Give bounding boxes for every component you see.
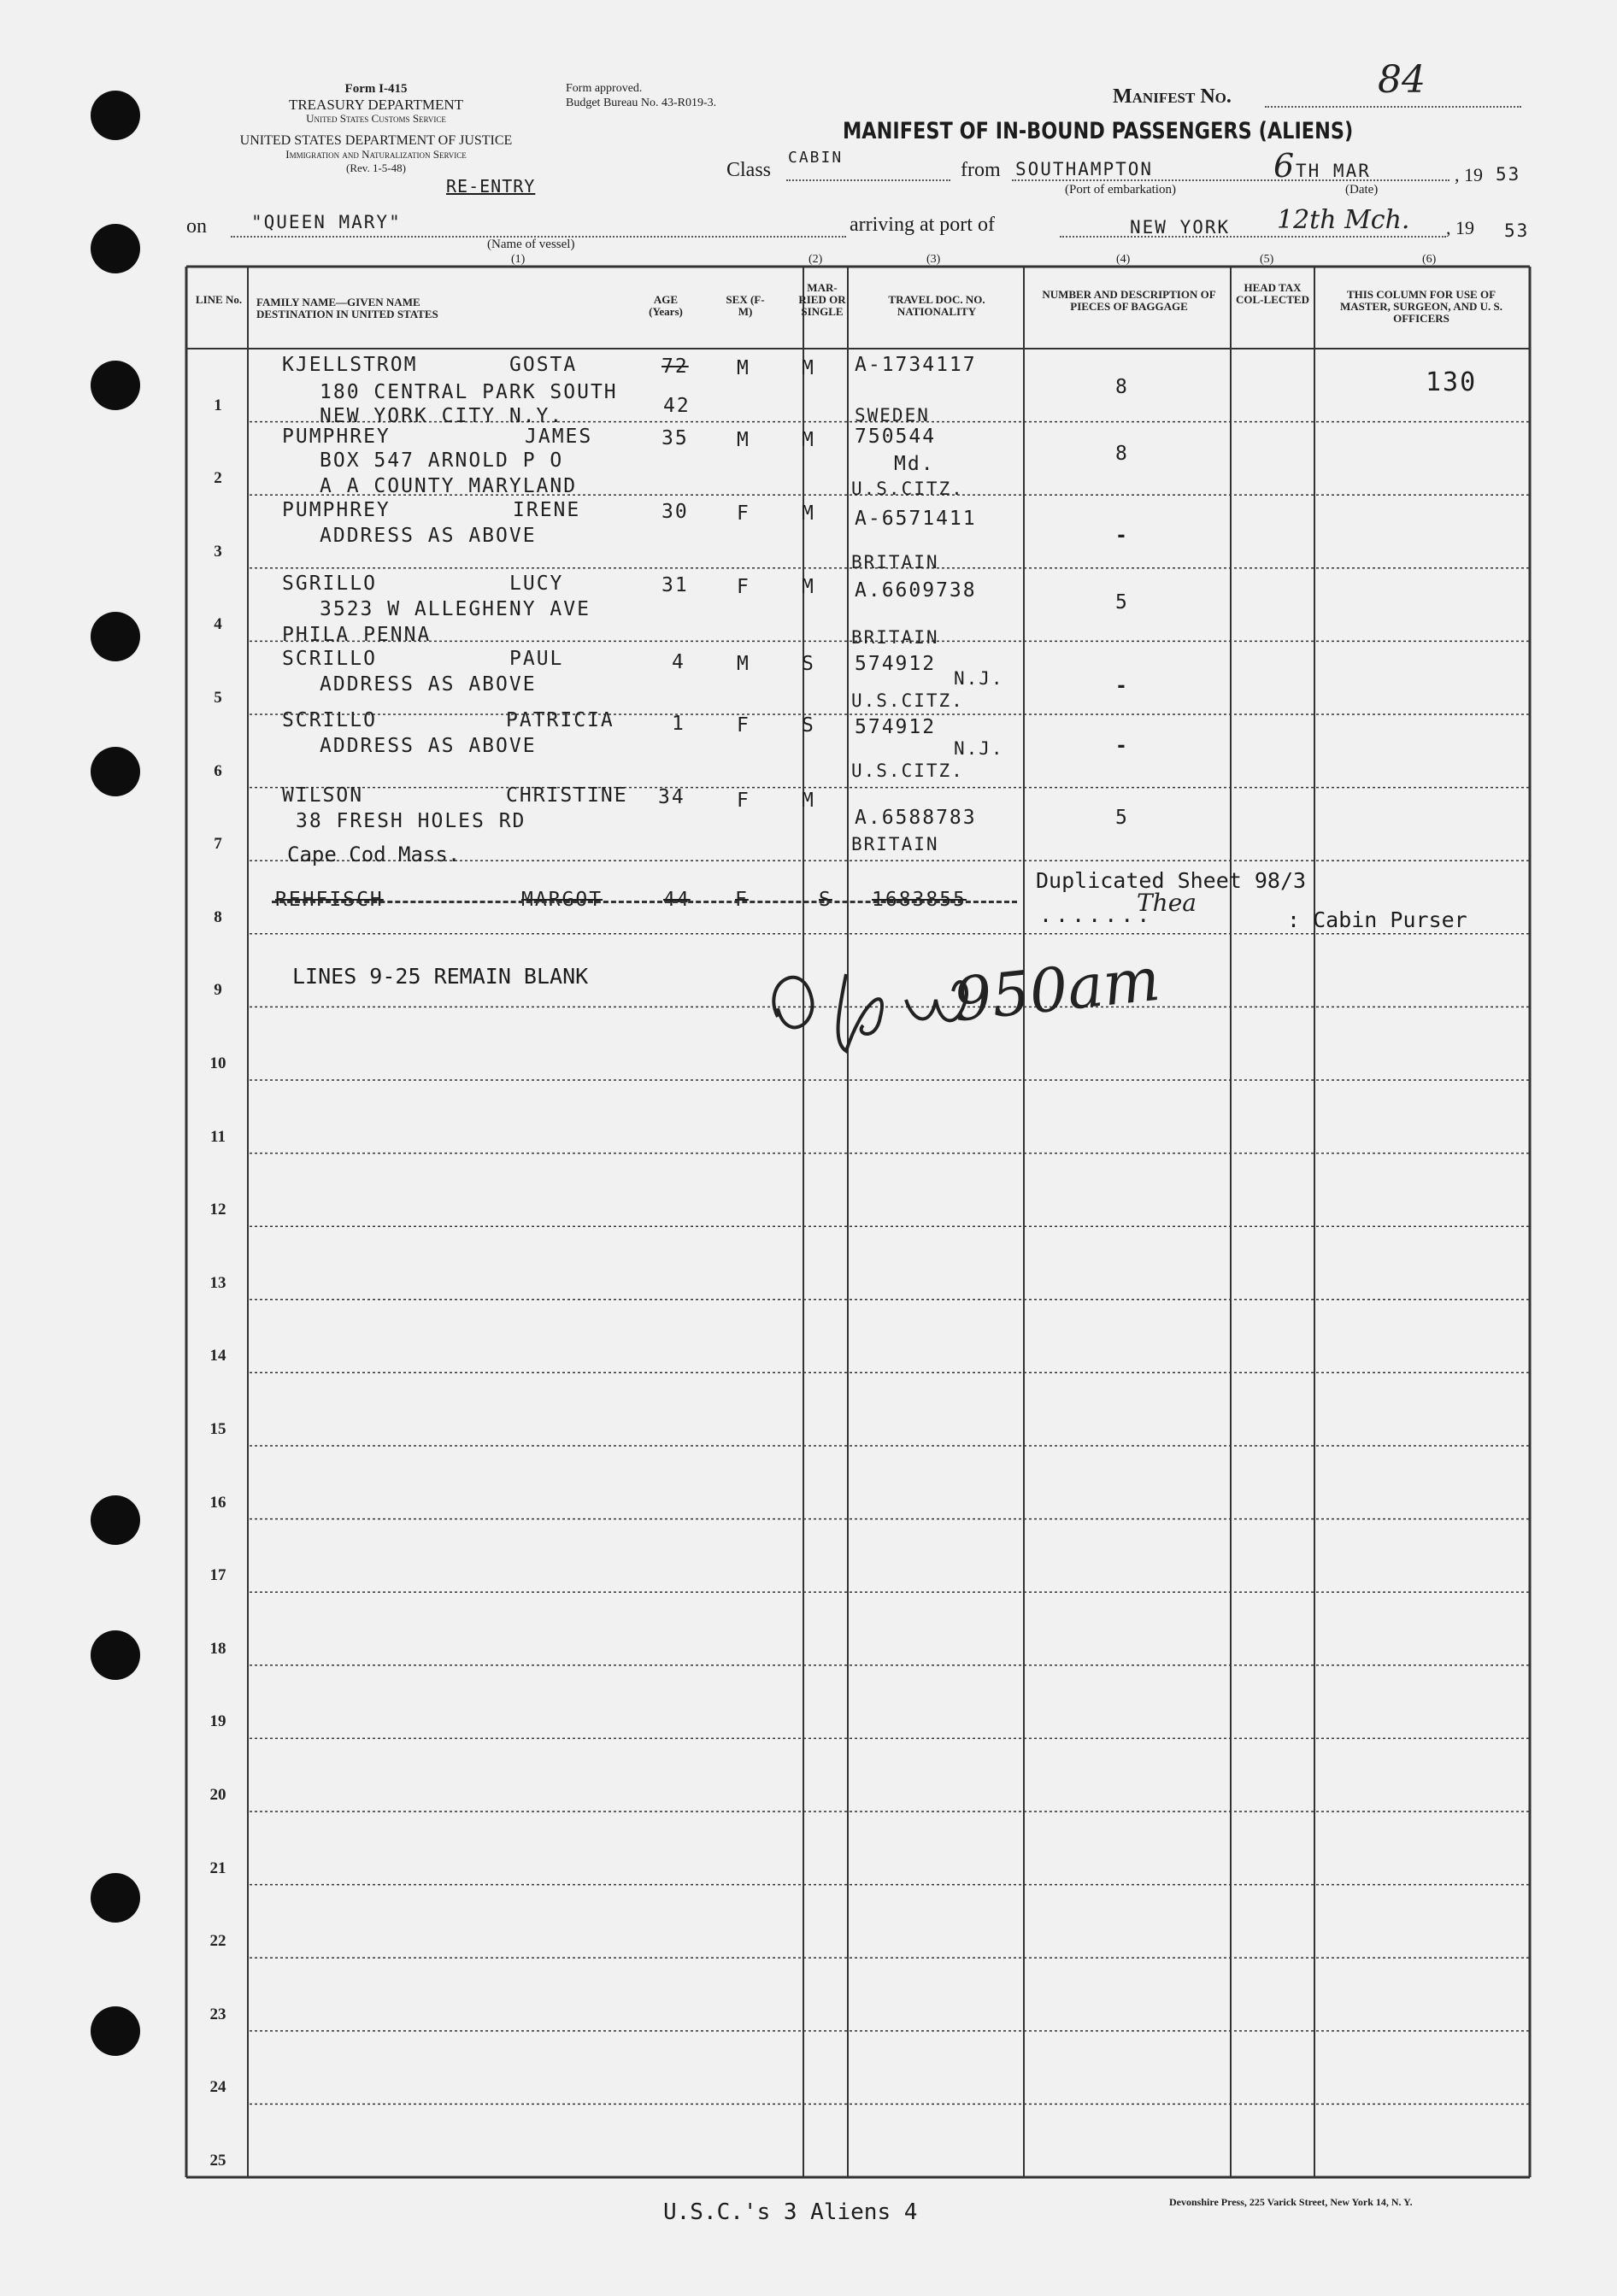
- line-number: 19: [209, 1712, 226, 1731]
- given-name: IRENE: [513, 499, 581, 521]
- nationality: BRITAIN: [851, 834, 939, 854]
- struck-sex: F: [735, 889, 749, 911]
- address-line-1: 180 CENTRAL PARK SOUTH: [320, 381, 618, 403]
- arrival-year-prefix: , 19: [1446, 217, 1474, 238]
- baggage: 8: [1115, 443, 1129, 465]
- nationality: U.S.CITZ.: [851, 760, 964, 781]
- family-name: SCRILLO: [282, 709, 377, 731]
- sex: F: [737, 790, 750, 812]
- col-num-6: (6): [1422, 253, 1437, 266]
- col-num-2: (2): [808, 253, 823, 266]
- manifest-title: MANIFEST OF IN-BOUND PASSENGERS (ALIENS): [843, 118, 1354, 144]
- marital: M: [802, 576, 815, 598]
- sex: M: [737, 429, 750, 451]
- line-number: 3: [214, 542, 222, 561]
- line-number: 17: [209, 1566, 226, 1585]
- line-number: 4: [214, 615, 222, 634]
- address-line-2: PHILA PENNA: [282, 624, 432, 646]
- doc-note: Md.: [894, 453, 935, 475]
- line-number: 9: [214, 981, 222, 1000]
- address-line-2: Cape Cod Mass.: [287, 843, 461, 866]
- header-travel-doc: TRAVEL DOC. NO. NATIONALITY: [888, 293, 985, 318]
- marital: M: [802, 429, 815, 451]
- address-line-1: 38 FRESH HOLES RD: [296, 810, 526, 832]
- arriving-label: arriving at port of: [850, 214, 995, 236]
- age: 35: [662, 427, 689, 449]
- date-caption: (Date): [1345, 183, 1379, 197]
- port-embarkation: SOUTHAMPTON: [1015, 159, 1154, 179]
- line-number: 20: [209, 1786, 226, 1804]
- age: 1: [672, 713, 685, 735]
- col-num-4: (4): [1116, 253, 1131, 266]
- address-line-2: A A COUNTY MARYLAND: [320, 475, 578, 497]
- cabin-purser-title: : Cabin Purser: [1287, 907, 1467, 932]
- travel-doc: A.6588783: [855, 807, 977, 829]
- family-name: PUMPHREY: [282, 499, 391, 521]
- manifest-label: Manifest No.: [1113, 85, 1232, 108]
- baggage: -: [1115, 525, 1129, 547]
- doc-note: N.J.: [954, 668, 1004, 689]
- line-number: 25: [209, 2152, 226, 2170]
- given-name: LUCY: [509, 573, 564, 595]
- struck-given-name: MARGOT: [521, 889, 603, 911]
- col-num-5: (5): [1260, 253, 1274, 266]
- form-id: Form I-415: [344, 82, 408, 96]
- line-number: 10: [209, 1054, 226, 1072]
- doc-note: N.J.: [954, 738, 1004, 759]
- on-label: on: [186, 215, 207, 238]
- sex: F: [737, 502, 750, 525]
- revision: (Rev. 1-5-48): [346, 161, 406, 174]
- age: 4: [672, 651, 685, 673]
- family-name: WILSON: [282, 784, 364, 807]
- travel-doc: A.6609738: [855, 579, 977, 602]
- lines-blank-note: LINES 9-25 REMAIN BLANK: [292, 964, 589, 989]
- line-number: 15: [209, 1420, 226, 1438]
- address-line-1: ADDRESS AS ABOVE: [320, 525, 537, 547]
- arrival-year: 53: [1504, 220, 1530, 241]
- struck-travel-doc: 1683855: [872, 889, 967, 911]
- sex: F: [737, 714, 750, 737]
- line-number: 8: [214, 907, 222, 926]
- duplicated-sheet-note: Duplicated Sheet 98/3: [1036, 868, 1307, 893]
- marital: M: [802, 357, 815, 379]
- col-num-3: (3): [926, 253, 941, 266]
- address-line-1: ADDRESS AS ABOVE: [320, 673, 537, 696]
- travel-doc: 574912: [855, 653, 937, 675]
- line-number: 23: [209, 2005, 226, 2023]
- arrival-date: 12th Mch.: [1277, 205, 1410, 235]
- footer-count: U.S.C.'s 3 Aliens 4: [663, 2199, 918, 2225]
- struck-marital: S: [819, 889, 832, 911]
- age: 72: [662, 355, 689, 378]
- family-name: SGRILLO: [282, 573, 377, 595]
- travel-doc: A-6571411: [855, 508, 977, 530]
- purser-dots: .......: [1039, 902, 1154, 927]
- line-number: 7: [214, 835, 222, 854]
- marital: M: [802, 790, 815, 812]
- time-stamp-note: 950am: [950, 943, 1163, 1036]
- baggage: 5: [1115, 807, 1129, 829]
- header-officers: THIS COLUMN FOR USE OF MASTER, SURGEON, AND U. S. OFFICERS: [1340, 288, 1502, 325]
- embark-day: 6: [1273, 147, 1295, 185]
- travel-doc: A-1734117: [855, 354, 977, 376]
- header-head-tax: HEAD TAX COL-LECTED: [1236, 281, 1309, 306]
- baggage: -: [1115, 675, 1129, 697]
- purser-signature: Thea: [1137, 889, 1197, 917]
- address-line-1: ADDRESS AS ABOVE: [320, 735, 537, 757]
- class-label: Class: [726, 159, 772, 181]
- given-name: JAMES: [525, 426, 593, 448]
- given-name: CHRISTINE: [506, 784, 628, 807]
- printer-credit: Devonshire Press, 225 Varick Street, New York 14, N. Y.: [1169, 2196, 1413, 2208]
- line-number: 5: [214, 689, 222, 707]
- line-number: 22: [209, 1932, 226, 1951]
- treasury-department: TREASURY DEPARTMENT: [288, 97, 464, 113]
- address-line-2: NEW YORK CITY N.Y.: [320, 405, 564, 427]
- family-name: SCRILLO: [282, 648, 377, 670]
- line-number: 21: [209, 1859, 226, 1877]
- marital: S: [802, 714, 815, 737]
- marital: S: [802, 653, 815, 675]
- header-destination: DESTINATION IN UNITED STATES: [256, 308, 438, 320]
- line-number: 14: [209, 1347, 226, 1365]
- re-entry-stamp: RE-ENTRY: [446, 176, 536, 197]
- age: 30: [662, 501, 689, 523]
- travel-doc: 750544: [855, 426, 937, 448]
- form-approved: Form approved.: [566, 82, 643, 95]
- family-name: KJELLSTROM: [282, 354, 418, 376]
- col-num-1: (1): [511, 253, 526, 266]
- header-age: AGE (Years): [649, 293, 683, 318]
- nationality: BRITAIN: [851, 627, 939, 648]
- address-line-1: 3523 W ALLEGHENY AVE: [320, 598, 591, 620]
- nationality: U.S.CITZ.: [851, 690, 964, 711]
- from-label: from: [961, 159, 1001, 181]
- department-of-justice: UNITED STATES DEPARTMENT OF JUSTICE: [239, 133, 513, 148]
- line-number: 2: [214, 469, 222, 488]
- officer-note: 130: [1426, 367, 1478, 397]
- age: 31: [662, 574, 689, 596]
- ins-service: Immigration and Naturalization Service: [285, 148, 467, 161]
- line-number: 24: [209, 2078, 226, 2097]
- age: 34: [658, 786, 685, 808]
- nationality: U.S.CITZ.: [851, 479, 964, 499]
- travel-doc: 574912: [855, 716, 937, 738]
- family-name: PUMPHREY: [282, 426, 391, 448]
- baggage: -: [1115, 735, 1129, 757]
- manifest-number: 84: [1378, 58, 1426, 102]
- vessel-name: "QUEEN MARY": [251, 212, 402, 232]
- port-arrival: NEW YORK: [1130, 217, 1231, 238]
- sex: F: [737, 576, 750, 598]
- line-number: 11: [210, 1127, 226, 1146]
- address-line-1: BOX 547 ARNOLD P O: [320, 449, 564, 472]
- line-number: 12: [209, 1201, 226, 1219]
- given-name: GOSTA: [509, 354, 578, 376]
- budget-bureau: Budget Bureau No. 43-R019-3.: [566, 97, 717, 109]
- header-baggage: NUMBER AND DESCRIPTION OF PIECES OF BAGGAGE: [1042, 288, 1216, 313]
- given-name: PAUL: [509, 648, 564, 670]
- given-name: PATRICIA: [506, 709, 614, 731]
- port-embarkation-caption: (Port of embarkation): [1065, 183, 1176, 197]
- nationality: SWEDEN: [855, 405, 930, 426]
- baggage: 8: [1115, 376, 1129, 398]
- line-number: 16: [209, 1493, 226, 1512]
- header-line-no: LINE No.: [195, 293, 243, 306]
- sex: M: [737, 357, 750, 379]
- header-sex: SEX (F-M): [726, 293, 765, 318]
- struck-age: 44: [663, 889, 691, 911]
- header-name: FAMILY NAME—GIVEN NAME: [256, 296, 420, 308]
- nationality: BRITAIN: [851, 552, 939, 573]
- embark-year: 53: [1496, 164, 1521, 185]
- line-number: 6: [214, 761, 222, 780]
- customs-service: United States Customs Service: [306, 112, 446, 125]
- header-married: MAR-RIED OR SINGLE: [798, 281, 846, 318]
- embark-year-prefix: , 19: [1455, 164, 1483, 185]
- embark-date: TH MAR: [1296, 161, 1371, 181]
- age-corrected: 42: [663, 395, 691, 417]
- line-number: 1: [214, 396, 222, 414]
- sex: M: [737, 653, 750, 675]
- struck-family-name: REHFISCH: [275, 889, 384, 911]
- line-number: 18: [209, 1639, 226, 1658]
- class-value: CABIN: [788, 149, 844, 167]
- marital: M: [802, 502, 815, 525]
- baggage: 5: [1115, 591, 1129, 614]
- line-number: 13: [209, 1273, 226, 1292]
- vessel-caption: (Name of vessel): [487, 238, 575, 251]
- strike-through-line: [272, 901, 1017, 903]
